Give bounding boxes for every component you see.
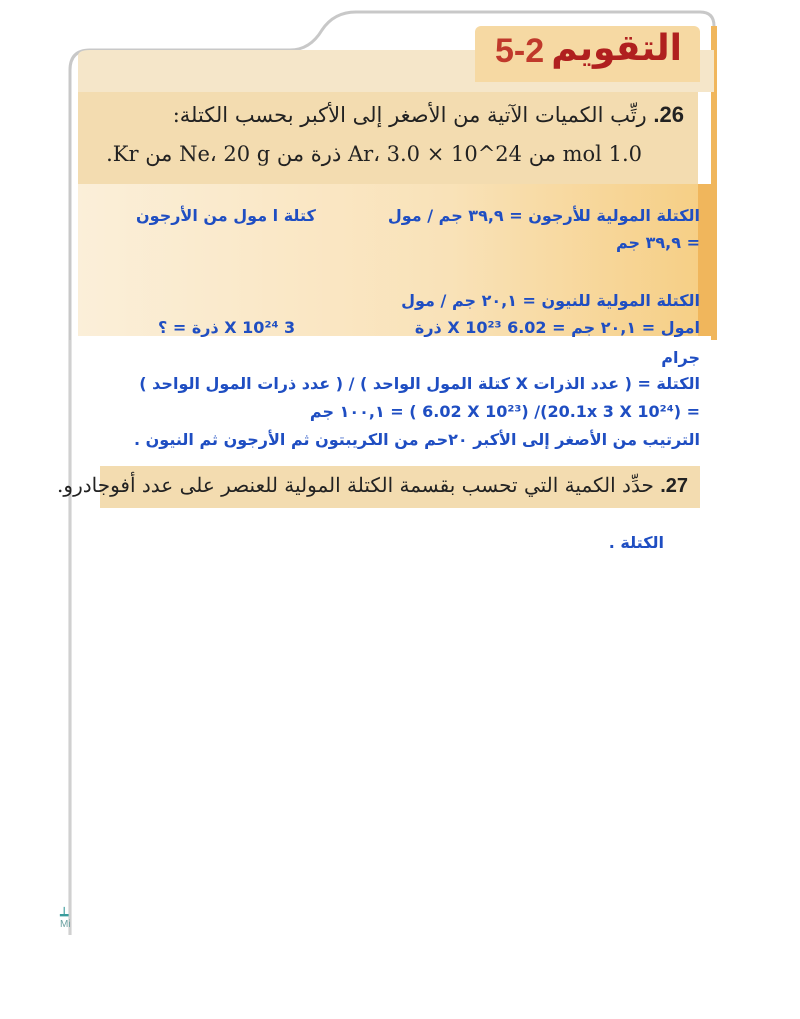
answer-27: الكتلة . bbox=[608, 533, 664, 552]
mass-calculation: = (20.1x 3 X 10²⁴)/ (6.02 X 10²³ ) = ١٠٠,١ جم bbox=[309, 402, 700, 421]
question-27-text: حدِّد الكمية التي تحسب بقسمة الكتلة المولية للعنصر على عدد أفوجادرو. bbox=[57, 473, 654, 497]
neon-one-mole: امول = ٢٠,١ جم = 6.02 X 10²³ ذرة bbox=[414, 318, 700, 337]
section-title-tab bbox=[475, 26, 700, 82]
section-title: التقويم bbox=[551, 28, 682, 69]
question-27-number: 27. bbox=[660, 475, 688, 497]
question-26-line1 bbox=[173, 102, 684, 128]
neon-molar-mass: الكتلة المولية للنيون = ٢٠,١ جم / مول bbox=[401, 291, 700, 310]
question-27-box bbox=[57, 466, 700, 508]
question-26-box bbox=[78, 92, 698, 184]
neon-atoms-question: 3 X 10²⁴ ذرة = ؟ bbox=[158, 318, 296, 337]
mass-formula: الكتلة = ( عدد الذرات X كتلة المول الواحد ) / ( عدد ذرات المول الواحد ) bbox=[139, 374, 700, 393]
question-26-text: رتِّب الكميات الآتية من الأصغر إلى الأكبر بحسب الكتلة: bbox=[172, 103, 647, 127]
publisher-mark-text: Mi bbox=[60, 919, 71, 930]
question-26-line2: 1.0 mol من Ar، 3.0 × 10^24 ذرة من Ne، 20 g من Kr. bbox=[106, 142, 642, 166]
question-27-line bbox=[57, 473, 688, 498]
ordering-answer: الترتيب من الأصغر إلى الأكبر ٢٠حم من الكريبتون ثم الأرجون ثم النيون . bbox=[134, 430, 700, 449]
lesson-number: 5-2 bbox=[495, 32, 545, 70]
gram-label: جرام bbox=[661, 348, 700, 367]
argon-mass-value: = ٣٩,٩ جم bbox=[615, 233, 700, 252]
publisher-mark bbox=[60, 907, 71, 930]
question-26-number: 26. bbox=[653, 102, 684, 127]
publisher-logo-icon: ┷ bbox=[60, 907, 69, 923]
argon-one-mole-label: كتلة ا مول من الأرجون bbox=[136, 206, 316, 225]
panel-accent-strip bbox=[698, 184, 714, 336]
argon-molar-mass: الكتلة المولية للأرجون = ٣٩,٩ جم / مول bbox=[387, 206, 700, 225]
